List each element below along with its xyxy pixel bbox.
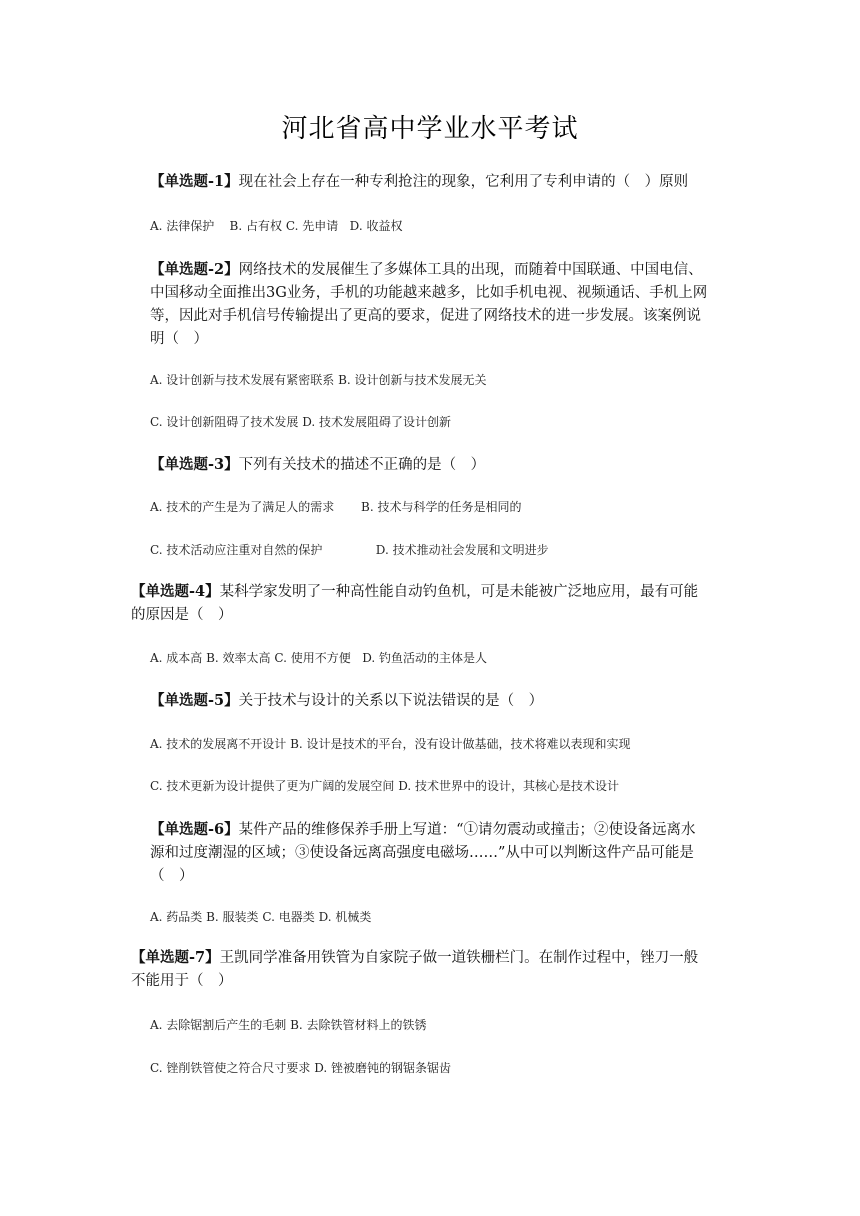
document-title: 河北省高中学业水平考试 [281,114,579,144]
question-7-text: 王凯同学准备用铁管为自家院子做一道铁栅栏门。在制作过程中，锉刀一般不能用于（ ） [131,950,699,989]
question-1 [150,170,710,194]
question-3 [150,453,710,477]
question-6-options: A. 药品类 B. 服装类 C. 电器类 D. 机械类 [150,910,372,924]
question-2-tag: 【单选题-2】 [150,261,239,278]
question-3-tag: 【单选题-3】 [150,456,239,473]
question-5-text: 关于技术与设计的关系以下说法错误的是（ ） [238,693,544,709]
question-5 [150,689,710,713]
question-4-text: 某科学家发明了一种高性能自动钓鱼机，可是未能被广泛地应用，最有可能的原因是（ ） [131,584,699,623]
question-4-tag: 【单选题-4】 [131,583,220,600]
question-2-text: 网络技术的发展催生了多媒体工具的出现，而随着中国联通、中国电信、中国移动全面推出3G业务，手机的功能越来越多，比如手机电视、视频通话、手机上网等，因此对手机信号传输提出了更高的要求，促进了网络技术的进一步发展。该案例说明（ ） [150,262,708,347]
question-2 [150,258,710,351]
question-7 [131,946,711,993]
question-7-options-line-2: C. 锉削铁管使之符合尺寸要求 D. 锉被磨钝的钢锯条锯齿 [150,1061,452,1075]
question-5-options-line-1: A. 技术的发展离不开设计 B. 设计是技术的平台，没有设计做基础，技术将难以表现和实现 [150,737,631,751]
question-7-tag: 【单选题-7】 [131,949,220,966]
question-4 [131,580,711,627]
question-3-text: 下列有关技术的描述不正确的是（ ） [238,457,486,473]
question-4-options: A. 成本高 B. 效率太高 C. 使用不方便 D. 钓鱼活动的主体是人 [150,651,488,665]
question-6-text: 某件产品的维修保养手册上写道：“①请勿震动或撞击；②使设备远离水源和过度潮湿的区域；③使设备远离高强度电磁场……”从中可以判断这件产品可能是（ ） [150,822,696,884]
question-1-options: A. 法律保护 B. 占有权 C. 先申请 D. 收益权 [150,219,403,233]
question-5-tag: 【单选题-5】 [150,692,239,709]
question-5-options-line-2: C. 技术更新为设计提供了更为广阔的发展空间 D. 技术世界中的设计，其核心是技术设计 [150,779,620,793]
question-2-options-line-2: C. 设计创新阻碍了技术发展 D. 技术发展阻碍了设计创新 [150,415,452,429]
question-3-options-line-2: C. 技术活动应注重对自然的保护 D. 技术推动社会发展和文明进步 [150,543,549,557]
question-6-tag: 【单选题-6】 [150,821,239,838]
question-1-tag: 【单选题-1】 [150,173,239,190]
question-3-options-line-1: A. 技术的产生是为了满足人的需求 B. 技术与科学的任务是相同的 [150,500,522,514]
question-1-text: 现在社会上存在一种专利抢注的现象，它利用了专利申请的（ ）原则 [238,174,689,190]
question-6 [150,818,710,888]
question-2-options-line-1: A. 设计创新与技术发展有紧密联系 B. 设计创新与技术发展无关 [150,373,487,387]
question-7-options-line-1: A. 去除锯割后产生的毛刺 B. 去除铁管材料上的铁锈 [150,1018,427,1032]
